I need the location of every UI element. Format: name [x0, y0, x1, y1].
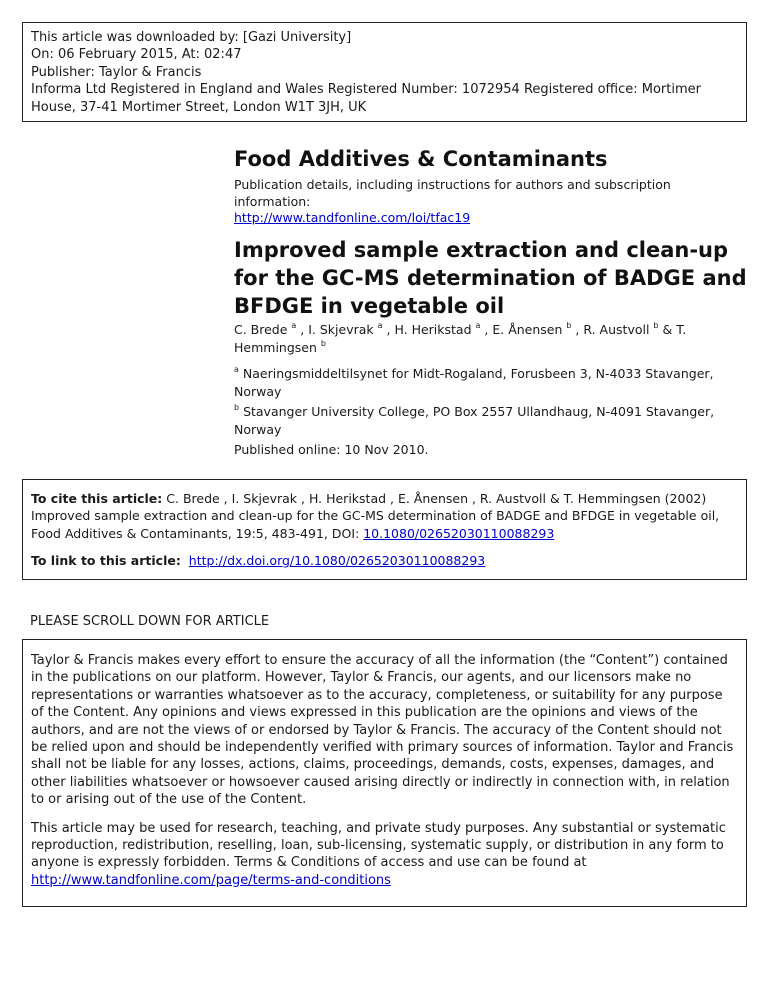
- article-link[interactable]: http://dx.doi.org/10.1080/02652030110088293: [188, 553, 486, 569]
- author-list: [234, 321, 734, 357]
- author-separator: ,: [382, 322, 395, 337]
- author-name: R. Austvoll: [583, 322, 654, 337]
- disclaimer-box: [22, 639, 747, 907]
- disclaimer-paragraph-1: Taylor & Francis makes every effort to ensure the accuracy of all the information (the “Content”) contained in the publications on our platform. However, Taylor & Francis, our agents, and our licensors make no representations or warranties whatsoever as to the accuracy, completeness, or suitability for any purpose of the Content. Any opinions and views expressed in this publication are the opinions and views of the authors, and are not the views of or endorsed by Taylor & Francis. The accuracy of the Content should not be relied upon and should be independently verified with primary sources of information. Taylor and Francis shall not be liable for any losses, actions, claims, proceedings, demands, costs, expenses, damages, and other liabilities whatsoever or howsoever caused arising directly or indirectly in connection with, in relation to or arising out of the use of the Content.: [31, 653, 734, 808]
- article-link-label: To link to this article:: [31, 553, 181, 569]
- journal-title: Food Additives & Contaminants: [234, 147, 608, 171]
- citation-box: [22, 479, 747, 580]
- citation-body: C. Brede , I. Skjevrak , H. Herikstad , E. Ånensen , R. Austvoll & T. Hemmingsen (2002) Improved sample extraction and clean-up for the GC-MS determination of BADGE and BFDGE in vegetable oil, Food Additives & Contaminants, 19:5, 483-491, DOI:: [31, 491, 720, 541]
- citation-text: [31, 490, 738, 542]
- author-name: T. Hemmingsen: [234, 322, 687, 355]
- author-affiliation-mark: b: [320, 339, 326, 348]
- affiliation-a: [234, 365, 734, 401]
- doi-link[interactable]: 10.1080/02652030110088293: [363, 525, 555, 541]
- author-name: E. Ånensen: [492, 322, 567, 337]
- author-affiliation-mark: a: [291, 321, 297, 330]
- author-separator: &: [658, 322, 677, 337]
- affiliation-a-text: Naeringsmiddeltilsynet for Midt-Rogaland, Forusbeen 3, N-4033 Stavanger, Norway: [234, 366, 714, 399]
- download-line-publisher: Publisher: Taylor & Francis: [31, 64, 202, 80]
- author-name: C. Brede: [234, 322, 292, 337]
- author-affiliation-mark: b: [653, 321, 659, 330]
- download-line-registration: Informa Ltd Registered in England and Wales Registered Number: 1072954 Registered office: Mortimer: [31, 82, 701, 98]
- download-line-date: On: 06 February 2015, At: 02:47: [31, 47, 242, 63]
- author-affiliation-mark: b: [566, 321, 572, 330]
- author-affiliation-mark: a: [475, 321, 481, 330]
- published-online: Published online: 10 Nov 2010.: [234, 442, 429, 457]
- author-name: I. Skjevrak: [308, 322, 378, 337]
- author-separator: ,: [480, 322, 493, 337]
- affiliation-b: [234, 403, 734, 439]
- author-separator: ,: [571, 322, 584, 337]
- author-separator: ,: [296, 322, 309, 337]
- terms-link[interactable]: http://www.tandfonline.com/page/terms-and-conditions: [31, 872, 391, 888]
- disclaimer-paragraph-2: [31, 820, 738, 890]
- download-line-address: House, 37-41 Mortimer Street, London W1T 3JH, UK: [31, 99, 367, 115]
- article-title: Improved sample extraction and clean-up for the GC-MS determination of BADGE and BFDGE in vegetable oil: [234, 238, 747, 318]
- author-affiliation-mark: a: [377, 321, 383, 330]
- disclaimer-paragraph-2-text: This article may be used for research, teaching, and private study purposes. Any substantial or systematic reproduction, redistribution, reselling, loan, sub-licensing, systematic supply, or distribution in any form to anyone is expressly forbidden. Terms & Conditions of access and use can be found at: [31, 820, 726, 871]
- download-notice-box: [22, 22, 747, 122]
- affiliation-b-text: Stavanger University College, PO Box 2557 Ullandhaug, N-4091 Stavanger, Norway: [234, 404, 715, 437]
- download-line-university: This article was downloaded by: [Gazi University]: [31, 30, 352, 45]
- journal-link[interactable]: http://www.tandfonline.com/loi/tfac19: [234, 210, 471, 225]
- scroll-down-notice: PLEASE SCROLL DOWN FOR ARTICLE: [30, 614, 270, 629]
- affiliation-a-mark: a: [234, 365, 239, 374]
- author-name: H. Herikstad: [394, 322, 476, 337]
- citation-label: To cite this article:: [31, 491, 163, 506]
- article-link-row: [31, 552, 738, 569]
- publication-details: Publication details, including instructions for authors and subscription information:: [234, 177, 671, 209]
- affiliation-b-mark: b: [234, 403, 240, 412]
